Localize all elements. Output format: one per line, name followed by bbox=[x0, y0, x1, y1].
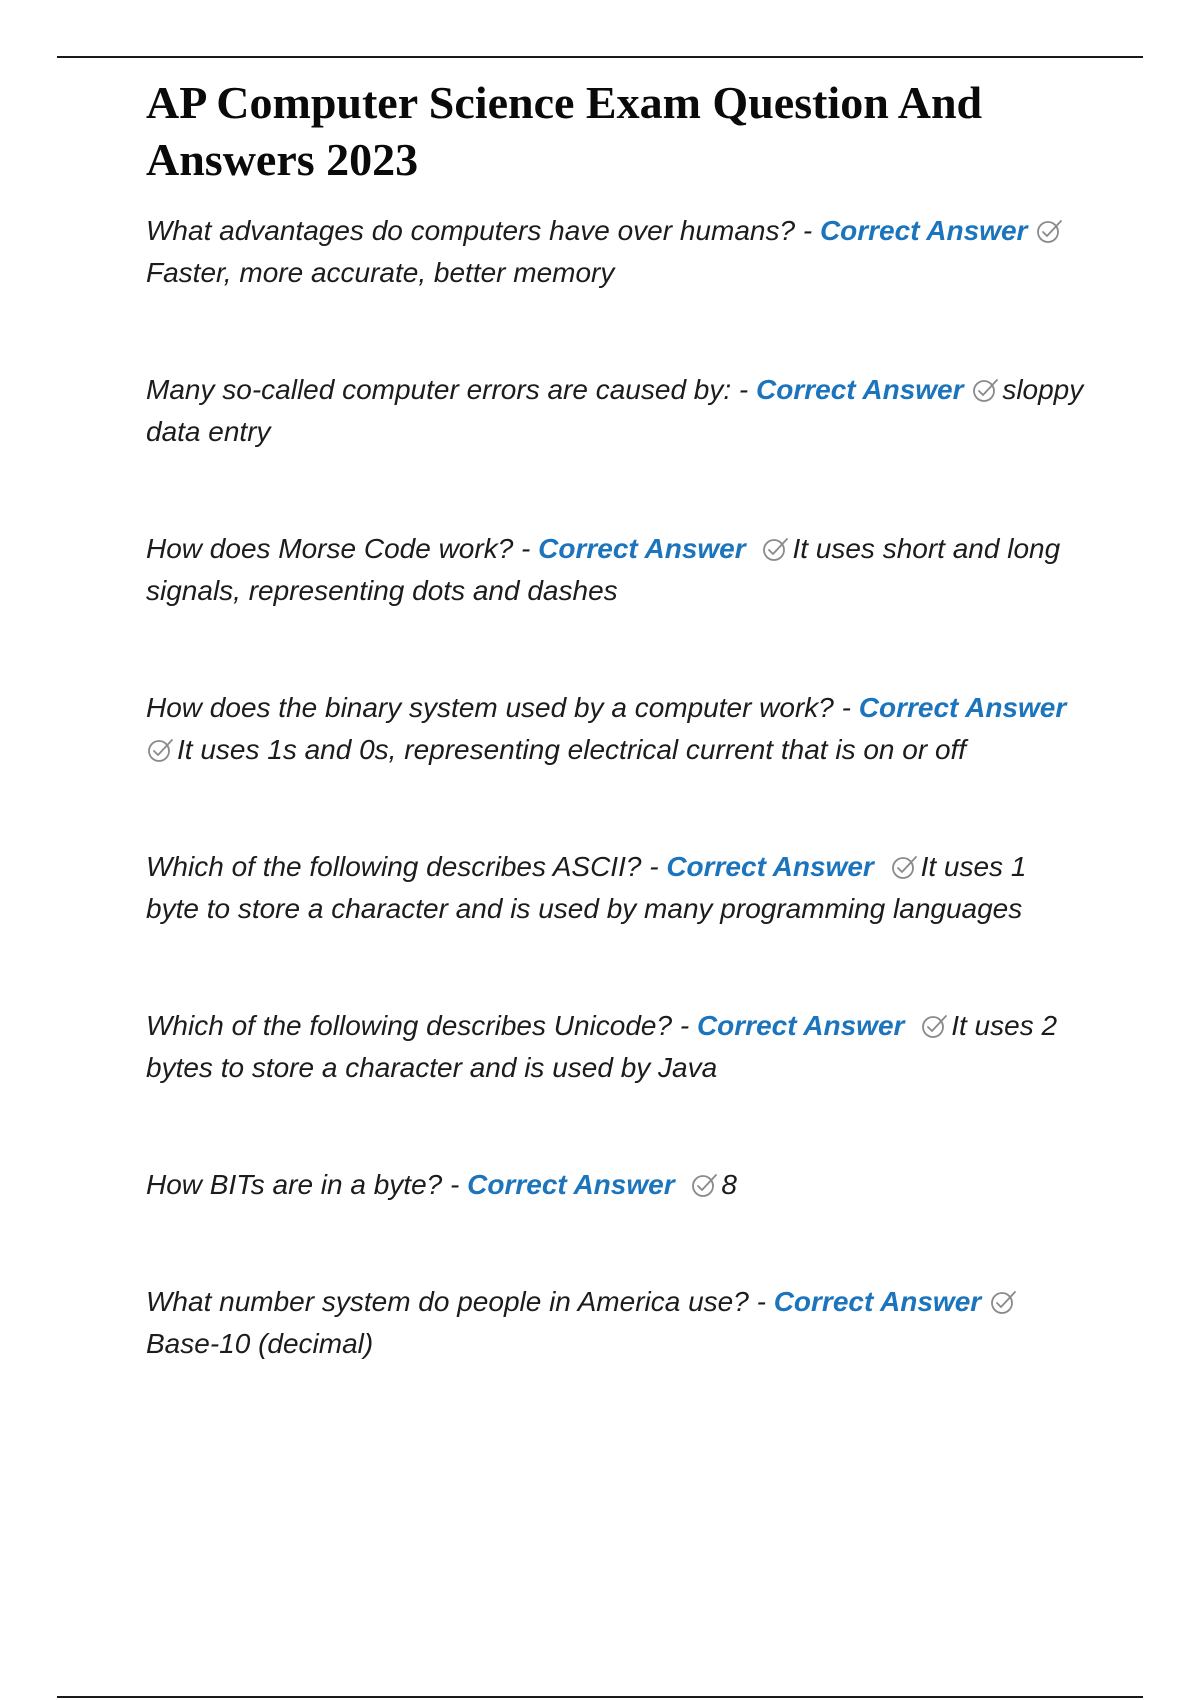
separator: - bbox=[513, 533, 539, 564]
question-text: Which of the following describes ASCII? bbox=[146, 851, 642, 882]
question-text: How does Morse Code work? bbox=[146, 533, 514, 564]
check-circle-icon bbox=[890, 854, 920, 880]
correct-answer-label: Correct Answer bbox=[538, 533, 746, 564]
answer-text: It uses 1s and 0s, representing electrical current that is on or off bbox=[177, 734, 967, 765]
check-circle-icon bbox=[989, 1289, 1019, 1315]
answer-text: It uses 2 bytes to store a character and is used by Java bbox=[146, 1010, 1058, 1083]
separator: - bbox=[748, 1286, 774, 1317]
correct-answer-label: Correct Answer bbox=[773, 1286, 982, 1317]
correct-answer-label: Correct Answer bbox=[756, 374, 964, 405]
correct-answer-label: Correct Answer bbox=[858, 692, 1067, 723]
qa-item bbox=[146, 1281, 1086, 1365]
qa-item bbox=[146, 687, 1086, 771]
bottom-rule bbox=[57, 1696, 1143, 1698]
check-circle-icon bbox=[920, 1013, 950, 1039]
separator: - bbox=[833, 692, 859, 723]
qa-item bbox=[146, 528, 1086, 612]
answer-text: sloppy data entry bbox=[146, 374, 1084, 447]
answer-text: It uses short and long signals, representing dots and dashes bbox=[146, 533, 1061, 606]
question-text: How BITs are in a byte? bbox=[146, 1169, 443, 1200]
correct-answer-label: Correct Answer bbox=[666, 851, 874, 882]
document-title: AP Computer Science Exam Question And Answers 2023 bbox=[146, 77, 983, 185]
qa-item bbox=[146, 1164, 1086, 1206]
qa-item bbox=[146, 369, 1086, 453]
check-circle-icon bbox=[761, 536, 791, 562]
question-text: Many so-called computer errors are caused by: bbox=[146, 374, 732, 405]
separator: - bbox=[795, 215, 820, 246]
qa-item bbox=[146, 846, 1086, 930]
correct-answer-label: Correct Answer bbox=[819, 215, 1028, 246]
top-rule bbox=[57, 56, 1143, 58]
question-text: Which of the following describes Unicode? bbox=[146, 1010, 673, 1041]
qa-item bbox=[146, 1005, 1086, 1089]
separator: - bbox=[442, 1169, 468, 1200]
qa-item bbox=[146, 210, 1086, 294]
separator: - bbox=[641, 851, 667, 882]
question-text: What advantages do computers have over humans? bbox=[146, 215, 796, 246]
check-circle-icon bbox=[690, 1172, 720, 1198]
correct-answer-label: Correct Answer bbox=[696, 1010, 905, 1041]
separator: - bbox=[672, 1010, 697, 1041]
check-circle-icon bbox=[146, 737, 176, 763]
check-circle-icon bbox=[971, 377, 1001, 403]
separator: - bbox=[731, 374, 757, 405]
answer-text: Base-10 (decimal) bbox=[146, 1328, 374, 1359]
answer-text: 8 bbox=[721, 1169, 737, 1200]
correct-answer-label: Correct Answer bbox=[467, 1169, 675, 1200]
check-circle-icon bbox=[1035, 218, 1065, 244]
answer-text: It uses 1 byte to store a character and is used by many programming languages bbox=[146, 851, 1027, 924]
question-text: What number system do people in America use? bbox=[146, 1286, 749, 1317]
question-text: How does the binary system used by a computer work? bbox=[146, 692, 834, 723]
document-body bbox=[146, 74, 1086, 1365]
answer-text: Faster, more accurate, better memory bbox=[146, 257, 615, 288]
